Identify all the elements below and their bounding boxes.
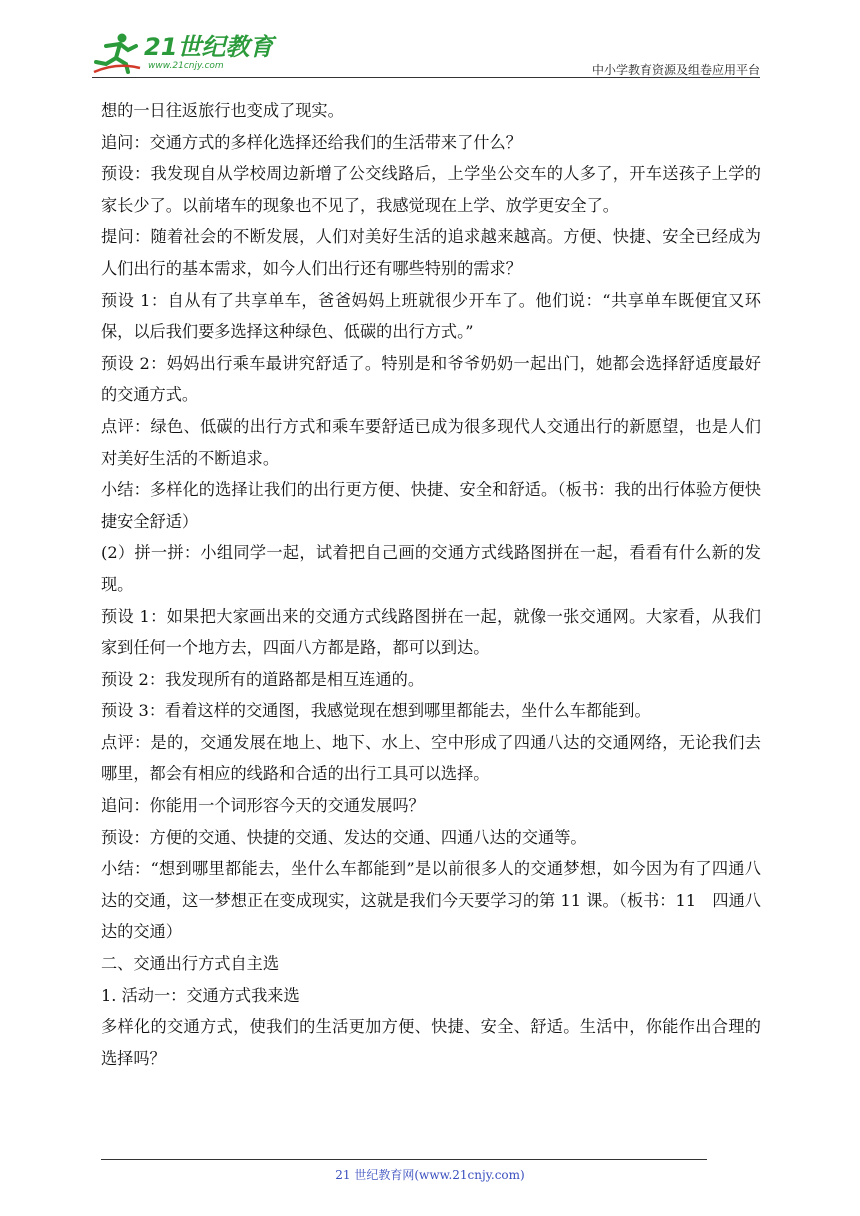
paragraph: 提问：随着社会的不断发展，人们对美好生活的追求越来越高。方便、快捷、安全已经成为人们出行的基本需求，如今人们出行还有哪些特别的需求？ bbox=[101, 227, 761, 278]
logo-url: www.21cnjy.com bbox=[148, 61, 224, 71]
logo bbox=[92, 28, 274, 76]
paragraph: 点评：是的，交通发展在地上、地下、水上、空中形成了四通八达的交通网络，无论我们去哪里，都会有相应的线路和合适的出行工具可以选择。 bbox=[101, 732, 761, 784]
paragraph: 预设 2：我发现所有的道路都是相互连通的。 bbox=[101, 669, 425, 689]
paragraph: 预设 1：如果把大家画出来的交通方式线路图拼在一起，就像一张交通网。大家看，从我们家到任何一个地方去，四面八方都是路，都可以到达。 bbox=[101, 606, 761, 658]
paragraph: 想的一日往返旅行也变成了现实。 bbox=[101, 101, 344, 120]
document-body bbox=[101, 95, 761, 1074]
header-platform-text: 中小学教育资源及组卷应用平台 bbox=[591, 63, 760, 77]
paragraph: 点评：绿色、低碳的出行方式和乘车要舒适已成为很多现代人交通出行的新愿望，也是人们对美好生活的不断追求。 bbox=[101, 416, 761, 468]
paragraph: 预设：我发现自从学校周边新增了公交线路后，上学坐公交车的人多了，开车送孩子上学的家长少了。以前堵车的现象也不见了，我感觉现在上学、放学更安全了。 bbox=[101, 164, 761, 215]
paragraph: 预设 3：看着这样的交通图，我感觉现在想到哪里都能去，坐什么车都能到。 bbox=[101, 701, 651, 721]
paragraph: 预设 2：妈妈出行乘车最讲究舒适了。特别是和爷爷奶奶一起出门，她都会选择舒适度最好的交通方式。 bbox=[101, 353, 761, 405]
paragraph: 小结：多样化的选择让我们的出行更方便、快捷、安全和舒适。（板书：我的出行体验方便快捷安全舒适） bbox=[101, 480, 761, 531]
paragraph: 小结：“想到哪里都能去，坐什么车都能到”是以前很多人的交通梦想，如今因为有了四通八达的交通，这一梦想正在变成现实，这就是我们今天要学习的第 11 课。（板书：11 四通八达的交通） bbox=[101, 859, 761, 942]
paragraph: 多样化的交通方式，使我们的生活更加方便、快捷、安全、舒适。生活中，你能作出合理的选择吗？ bbox=[101, 1017, 761, 1068]
header-divider bbox=[92, 77, 760, 78]
runner-logo-icon bbox=[92, 32, 142, 74]
section-heading: 二、交通出行方式自主选 bbox=[101, 954, 280, 974]
paragraph: 追问：交通方式的多样化选择还给我们的生活带来了什么？ bbox=[101, 132, 522, 152]
paragraph: (2）拼一拼：小组同学一起，试着把自己画的交通方式线路图拼在一起，看看有什么新的发现。 bbox=[101, 543, 761, 594]
logo-text: 21世纪教育 bbox=[144, 33, 274, 61]
page-header bbox=[92, 28, 760, 80]
paragraph: 预设：方便的交通、快捷的交通、发达的交通、四通八达的交通等。 bbox=[101, 827, 587, 847]
activity-heading: 1. 活动一：交通方式我来选 bbox=[101, 985, 300, 1005]
paragraph: 追问：你能用一个词形容今天的交通发展吗？ bbox=[101, 796, 425, 816]
footer-divider bbox=[101, 1159, 707, 1160]
paragraph: 预设 1：自从有了共享单车，爸爸妈妈上班就很少开车了。他们说：“共享单车既便宜又环保，以后我们要多选择这种绿色、低碳的出行方式。” bbox=[101, 290, 761, 342]
footer-link[interactable]: 21 世纪教育网(www.21cnjy.com) bbox=[335, 1168, 525, 1182]
